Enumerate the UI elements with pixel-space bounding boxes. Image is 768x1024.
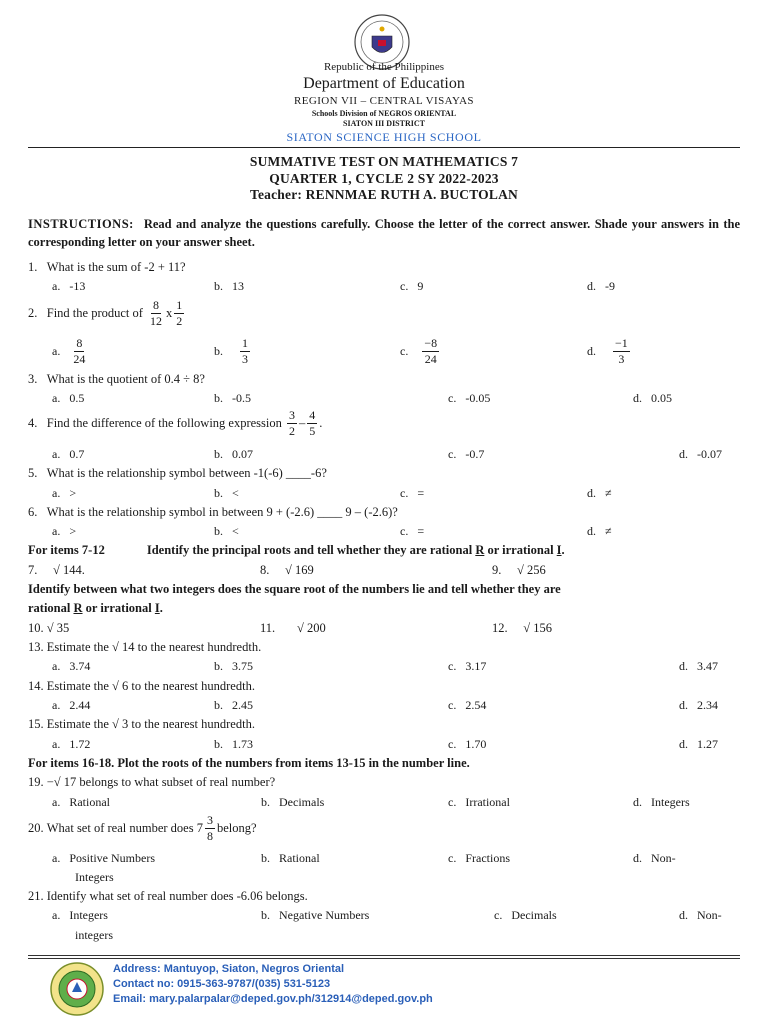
question-6: 6. What is the relationship symbol in between 9 + (-2.6) ____ 9 – (-2.6)? <box>28 505 398 519</box>
q21-option-b[interactable]: b. Negative Numbers <box>261 908 370 922</box>
header-republic: Republic of the Philippines <box>323 61 445 73</box>
between-instruction-line1: Identify between what two integers does the square root of the numbers lie and tell whether they are <box>28 582 561 596</box>
footer-divider <box>28 955 740 956</box>
q15-option-a[interactable]: a. 1.72 <box>52 737 91 751</box>
q6-option-d[interactable]: d. ≠ <box>587 524 612 538</box>
header-region: REGION VII – CENTRAL VISAYAS <box>294 95 474 107</box>
instructions-text: Read and analyze the questions carefully. Choose the letter of the correct answer. Shade your answers in the corresponding letter on your answer sheet. <box>28 217 740 249</box>
q14-option-d[interactable]: d. 2.34 <box>679 698 718 712</box>
header-division: Schools Division of NEGROS ORIENTAL <box>311 109 457 118</box>
question-4: 4. Find the difference of the following expression $\frac{3}{2}$ – $\frac{4}{5}$ . <box>28 408 323 438</box>
footer-divider-2 <box>28 958 740 959</box>
q4-option-c[interactable]: c. -0.7 <box>448 447 485 461</box>
q13-option-a[interactable]: a. 3.74 <box>52 659 91 673</box>
q4-option-d[interactable]: d. -0.07 <box>679 447 722 461</box>
q5-option-a[interactable]: a. > <box>52 486 77 500</box>
q4-option-a[interactable]: a. 0.7 <box>52 447 85 461</box>
test-teacher: Teacher: RENNMAE RUTH A. BUCTOLAN <box>250 187 518 202</box>
q13-option-d[interactable]: d. 3.47 <box>679 659 718 673</box>
q5-option-d[interactable]: d. ≠ <box>587 486 612 500</box>
q21-option-d[interactable]: d. Non- <box>679 908 722 922</box>
question-10: 10. √ 35 <box>28 621 70 635</box>
q20-option-a-cont: Integers <box>75 870 114 884</box>
question-5: 5. What is the relationship symbol between -1(-6) ____-6? <box>28 466 327 480</box>
q4-fraction-2: $\frac{4}{5}$ <box>309 408 316 438</box>
header-department: Department of Education <box>303 75 465 92</box>
between-instruction-line2: rational R or irrational I. <box>28 601 163 615</box>
q1-option-b[interactable]: b. 13 <box>214 279 244 293</box>
question-19: 19. −√ 17 belongs to what subset of real number? <box>28 775 276 789</box>
question-13: 13. Estimate the √ 14 to the nearest hundredth. <box>28 640 262 654</box>
question-21: 21. Identify what set of real number does -6.06 belongs. <box>28 889 308 903</box>
header-divider <box>28 147 740 148</box>
q2-option-c[interactable]: c. $\frac{-8}{24}$ <box>400 336 438 366</box>
question-12: 12. √ 156 <box>492 621 552 635</box>
q21-option-a-cont: integers <box>75 928 113 942</box>
question-3: 3. What is the quotient of 0.4 ÷ 8? <box>28 372 205 386</box>
question-11: 11. √ 200 <box>260 621 326 635</box>
question-15: 15. Estimate the √ 3 to the nearest hundredth. <box>28 717 255 731</box>
q13-option-b[interactable]: b. 3.75 <box>214 659 253 673</box>
q20-option-c[interactable]: c. Fractions <box>448 851 510 865</box>
test-quarter: QUARTER 1, CYCLE 2 SY 2022-2023 <box>269 171 499 186</box>
q21-option-a[interactable]: a. Integers <box>52 908 108 922</box>
q6-option-b[interactable]: b. < <box>214 524 239 538</box>
q2-fraction-1: $\frac{8}{12}$ <box>150 298 163 328</box>
header-district: SIATON III DISTRICT <box>343 119 425 128</box>
q15-option-b[interactable]: b. 1.73 <box>214 737 253 751</box>
q13-option-c[interactable]: c. 3.17 <box>448 659 487 673</box>
test-title: SUMMATIVE TEST ON MATHEMATICS 7 <box>249 154 519 169</box>
q2-option-b[interactable]: b. $\frac{1}{3}$ <box>214 336 248 366</box>
q6-option-c[interactable]: c. = <box>400 524 425 538</box>
instructions-label: INSTRUCTIONS: <box>28 217 134 231</box>
question-9: 9. √ 256 <box>492 563 546 577</box>
items-7-12-instruction: For items 7-12 Identify the principal roots and tell whether they are rational R or irrational I. <box>28 543 565 557</box>
q15-option-c[interactable]: c. 1.70 <box>448 737 487 751</box>
q5-option-b[interactable]: b. < <box>214 486 239 500</box>
q2-option-d[interactable]: d. $\frac{-1}{3}$ <box>587 336 628 366</box>
q3-option-b[interactable]: b. -0.5 <box>214 391 251 405</box>
school-logo <box>50 962 104 1016</box>
q20-option-b[interactable]: b. Rational <box>261 851 320 865</box>
q20-fraction: $\frac{3}{8}$ <box>206 813 213 843</box>
question-2: 2. Find the product of $\frac{8}{12}$ x $\frac{1}{2}$ <box>28 298 183 328</box>
q4-fraction-1: $\frac{3}{2}$ <box>289 408 296 438</box>
q15-option-d[interactable]: d. 1.27 <box>679 737 718 751</box>
q21-option-c[interactable]: c. Decimals <box>494 908 557 922</box>
q6-option-a[interactable]: a. > <box>52 524 77 538</box>
question-20: 20. What set of real number does 7 $\frac{3}{8}$ belong? <box>28 813 257 843</box>
q1-option-d[interactable]: d. -9 <box>587 279 615 293</box>
footer-address: Address: Mantuyop, Siaton, Negros Oriental <box>113 963 345 975</box>
q20-option-d[interactable]: d. Non- <box>633 851 676 865</box>
q5-option-c[interactable]: c. = <box>400 486 425 500</box>
q3-option-c[interactable]: c. -0.05 <box>448 391 491 405</box>
q2-option-a[interactable]: a. $\frac{8}{24}$ <box>52 336 86 366</box>
q19-option-a[interactable]: a. Rational <box>52 795 110 809</box>
q19-option-b[interactable]: b. Decimals <box>261 795 325 809</box>
footer-email[interactable]: Email: mary.palarpalar@deped.gov.ph/312914@deped.gov.ph <box>113 993 433 1005</box>
q19-option-c[interactable]: c. Irrational <box>448 795 510 809</box>
items-16-18-instruction: For items 16-18. Plot the roots of the numbers from items 13-15 in the number line. <box>28 756 470 770</box>
q1-option-c[interactable]: c. 9 <box>400 279 424 293</box>
question-7: 7. √ 144. <box>28 563 85 577</box>
q14-option-b[interactable]: b. 2.45 <box>214 698 253 712</box>
header-school: SIATON SCIENCE HIGH SCHOOL <box>286 130 482 144</box>
q1-option-a[interactable]: a. -13 <box>52 279 86 293</box>
instructions <box>28 215 740 251</box>
footer-contact: Contact no: 0915-363-9787/(035) 531-5123 <box>113 978 331 990</box>
question-8: 8. √ 169 <box>260 563 314 577</box>
q4-option-b[interactable]: b. 0.07 <box>214 447 253 461</box>
q2-fraction-2: $\frac{1}{2}$ <box>176 298 183 328</box>
q14-option-a[interactable]: a. 2.44 <box>52 698 91 712</box>
q3-option-d[interactable]: d. 0.05 <box>633 391 672 405</box>
q20-option-a[interactable]: a. Positive Numbers <box>52 851 155 865</box>
question-1: 1. What is the sum of -2 + 11? <box>28 260 186 274</box>
q3-option-a[interactable]: a. 0.5 <box>52 391 85 405</box>
question-14: 14. Estimate the √ 6 to the nearest hundredth. <box>28 679 255 693</box>
q19-option-d[interactable]: d. Integers <box>633 795 690 809</box>
q14-option-c[interactable]: c. 2.54 <box>448 698 487 712</box>
